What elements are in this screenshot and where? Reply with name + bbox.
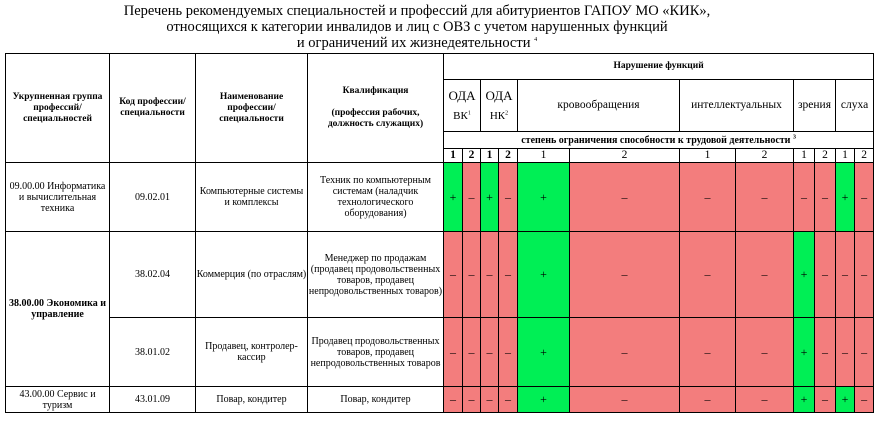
degree-number: 2 [736, 149, 794, 163]
row-code: 38.02.04 [110, 232, 196, 318]
header-intellect: интеллектуальных [680, 80, 794, 132]
mark-cell: – [815, 232, 836, 318]
mark-cell: + [518, 163, 570, 232]
mark-cell: – [815, 163, 836, 232]
mark-cell: + [518, 232, 570, 318]
mark-cell: – [815, 387, 836, 413]
degree-number: 1 [794, 149, 815, 163]
oda-nk-note: 2 [505, 109, 509, 116]
mark-cell: – [855, 163, 874, 232]
mark-cell: – [855, 318, 874, 387]
title-line-1: Перечень рекомендуемых специальностей и профессий для абитуриентов ГАПОУ МО «КИК», [123, 3, 711, 19]
mark-cell: – [463, 163, 481, 232]
header-oda-vk-top: ОДА [448, 87, 476, 103]
degree-note: 3 [792, 134, 796, 141]
mark-cell: – [836, 318, 855, 387]
row-code: 43.01.09 [110, 387, 196, 413]
header-group: Укрупненная группа профессий/ специальностей [6, 54, 110, 163]
mark-cell: – [680, 163, 736, 232]
row-name: Коммерция (по отраслям) [196, 232, 308, 318]
degree-number: 1 [518, 149, 570, 163]
row-group: 09.00.00 Информатика и вычислительная техника [6, 163, 110, 232]
table-row [6, 387, 874, 413]
mark-cell: – [680, 387, 736, 413]
mark-cell: – [680, 318, 736, 387]
header-oda-nk-bottom: $НК^2$ [489, 109, 509, 122]
mark-cell: – [444, 387, 463, 413]
degree-number: 2 [499, 149, 518, 163]
header-qualification-title: Квалификация [342, 86, 409, 96]
header-oda-nk [481, 80, 518, 132]
mark-cell: + [836, 163, 855, 232]
header-hearing: слуха [836, 80, 874, 132]
header-oda-vk-bottom: $ВК^1$ [453, 109, 471, 122]
mark-cell: – [570, 232, 680, 318]
specialties-table [5, 53, 874, 413]
mark-cell: – [463, 232, 481, 318]
mark-cell: – [736, 318, 794, 387]
table-row [6, 163, 874, 232]
mark-cell: – [481, 318, 499, 387]
mark-cell: – [463, 318, 481, 387]
degree-number: 2 [855, 149, 874, 163]
mark-cell: + [794, 232, 815, 318]
mark-cell: – [836, 232, 855, 318]
mark-cell: + [481, 163, 499, 232]
degree-number: 2 [815, 149, 836, 163]
mark-cell: – [499, 232, 518, 318]
row-qualification: Техник по компьютерным системам (наладчик технологического оборудования) [308, 163, 444, 232]
mark-cell: – [680, 232, 736, 318]
mark-cell: – [570, 318, 680, 387]
mark-cell: – [481, 232, 499, 318]
header-impairment: Нарушение функций [444, 54, 874, 80]
row-name: Продавец, контролер-кассир [196, 318, 308, 387]
header-code: Код профессии/ специальности [110, 54, 196, 163]
mark-cell: + [836, 387, 855, 413]
degree-number: 2 [463, 149, 481, 163]
mark-cell: – [444, 232, 463, 318]
mark-cell: – [815, 318, 836, 387]
mark-cell: – [463, 387, 481, 413]
mark-cell: + [518, 387, 570, 413]
row-group: 38.00.00 Экономика и управление [6, 232, 110, 387]
row-qualification: Менеджер по продажам (продавец продовольственных товаров, продавец непродовольственных товаров) [308, 232, 444, 318]
row-qualification: Повар, кондитер [308, 387, 444, 413]
degree-number: 1 [836, 149, 855, 163]
mark-cell: – [736, 387, 794, 413]
mark-cell: – [855, 232, 874, 318]
mark-cell: – [499, 163, 518, 232]
mark-cell: + [794, 387, 815, 413]
mark-cell: – [481, 387, 499, 413]
mark-cell: – [499, 318, 518, 387]
document-title [0, 3, 834, 51]
title-footnote-mark: 4 [534, 37, 538, 44]
table-row [6, 232, 874, 318]
mark-cell: – [736, 163, 794, 232]
mark-cell: + [794, 318, 815, 387]
header-oda-vk [444, 80, 481, 132]
header-qualification [308, 54, 444, 163]
degree-number: 2 [570, 149, 680, 163]
mark-cell: – [444, 318, 463, 387]
degree-number: 1 [481, 149, 499, 163]
header-circulation: кровообращения [518, 80, 680, 132]
row-name: Компьютерные системы и комплексы [196, 163, 308, 232]
header-oda-nk-top: ОДА [485, 87, 513, 103]
mark-cell: – [736, 232, 794, 318]
mark-cell: – [794, 163, 815, 232]
degree-number: 1 [680, 149, 736, 163]
table-row [6, 318, 874, 387]
mark-cell: – [499, 387, 518, 413]
mark-cell: – [570, 387, 680, 413]
oda-vk-note: 1 [467, 109, 471, 116]
row-qualification: Продавец продовольственных товаров, продавец непродовольственных товаров [308, 318, 444, 387]
degree-number: 1 [444, 149, 463, 163]
header-vision: зрения [794, 80, 836, 132]
header-name: Наименование профессии/ специальности [196, 54, 308, 163]
row-name: Повар, кондитер [196, 387, 308, 413]
header-qualification-subtitle: (профессия рабочих, должность служащих) [327, 108, 424, 129]
mark-cell: – [855, 387, 874, 413]
header-degree: степень ограничения способности к трудовой деятельности $^3$ [444, 132, 874, 149]
row-code: 38.01.02 [110, 318, 196, 387]
mark-cell: – [570, 163, 680, 232]
mark-cell: + [444, 163, 463, 232]
row-code: 09.02.01 [110, 163, 196, 232]
title-line-3: и ограничений их жизнедеятельности $^4$ [296, 35, 538, 51]
mark-cell: + [518, 318, 570, 387]
title-line-2: относящихся к категории инвалидов и лиц с ОВЗ с учетом нарушенных функций [166, 19, 668, 35]
row-group: 43.00.00 Сервис и туризм [6, 387, 110, 413]
